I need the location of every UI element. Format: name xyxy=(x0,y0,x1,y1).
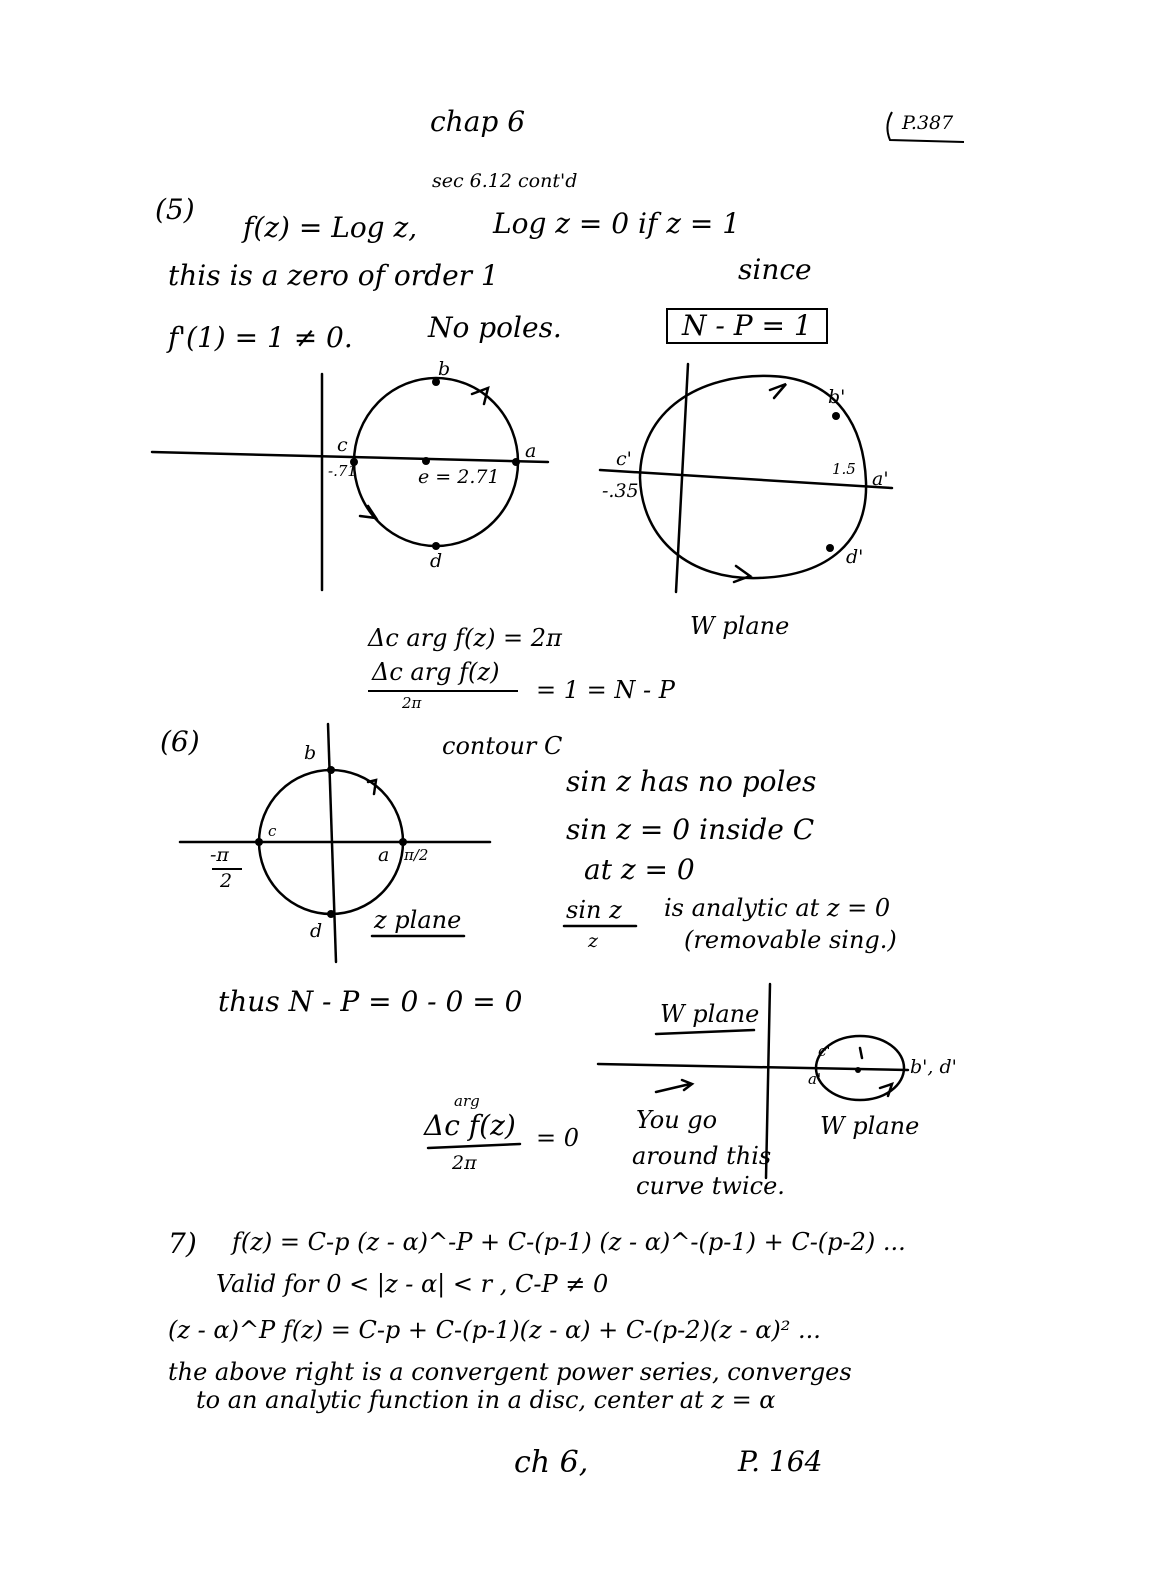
chapter-title: chap 6 xyxy=(430,105,526,138)
part6-note-3: curve twice. xyxy=(636,1172,785,1200)
part7-label: 7) xyxy=(168,1227,197,1260)
part5-result-box: N - P = 1 xyxy=(666,308,828,344)
footer-page: P. 164 xyxy=(738,1445,823,1478)
w6-label-c: c' xyxy=(818,1042,831,1060)
z5-label-a: a xyxy=(525,440,537,462)
z6-plane-label: z plane xyxy=(374,906,462,934)
z6-point-d xyxy=(327,910,335,918)
part6-arg-small: arg xyxy=(454,1092,480,1110)
part5-derivative: f'(1) = 1 ≠ 0. xyxy=(168,321,353,354)
w6-real-axis xyxy=(598,1064,908,1070)
z6-point-a xyxy=(399,838,407,846)
part6-arg-den: 2π xyxy=(452,1152,477,1174)
w5-label-c: c' xyxy=(616,448,632,470)
part5-since: since xyxy=(738,253,812,286)
w5-label-a: a' xyxy=(872,468,889,490)
part6-analytic: is analytic at z = 0 xyxy=(664,894,891,922)
z5-label-c: c xyxy=(337,434,348,456)
footer-chapter: ch 6, xyxy=(514,1445,589,1480)
z5-label-c-value: -.71 xyxy=(328,462,357,480)
part6-note-1: You go xyxy=(636,1106,718,1134)
w5-label-d: d' xyxy=(846,546,864,568)
page-ref: P.387 xyxy=(902,112,954,134)
w6-plane-underline xyxy=(656,1030,754,1034)
w6-point-origin xyxy=(855,1067,861,1073)
z6-arrow xyxy=(368,780,376,794)
part5-condition: Log z = 0 if z = 1 xyxy=(493,207,741,240)
part6-contour-label: contour C xyxy=(442,732,563,760)
part5-no-poles: No poles. xyxy=(428,311,562,344)
w5-label-a-value: 1.5 xyxy=(832,460,856,478)
part7-analytic-disc: to an analytic function in a disc, center at z = α xyxy=(196,1386,776,1414)
part5-function: f(z) = Log z, xyxy=(243,211,418,244)
z5-label-b: b xyxy=(438,358,451,380)
w5-label-c-value: -.35 xyxy=(602,480,639,502)
z6-label-a: a xyxy=(378,844,390,866)
part7-validity: Valid for 0 < |z - α| < r , C-P ≠ 0 xyxy=(216,1270,609,1298)
z6-point-b xyxy=(327,766,335,774)
part6-sinz-frac-den: z xyxy=(588,930,599,952)
z6-label-pi-half: π/2 xyxy=(404,846,429,864)
part6-label: (6) xyxy=(160,725,200,758)
part5-w-plane: W plane xyxy=(690,612,790,640)
w5-label-b: b' xyxy=(828,386,846,408)
w6-tick xyxy=(860,1048,862,1058)
z6-label-c: c xyxy=(268,822,277,840)
part5-frac-num: Δc arg f(z) xyxy=(372,658,500,686)
z5-label-d: d xyxy=(430,550,443,572)
part6-removable: (removable sing.) xyxy=(684,926,897,954)
z5-label-center: e = 2.71 xyxy=(418,466,500,488)
part6-note-2: around this xyxy=(632,1142,772,1170)
z6-label-neg-pi: -π xyxy=(210,844,229,866)
part6-at-z0: at z = 0 xyxy=(584,853,695,886)
part6-arg-eq: = 0 xyxy=(536,1124,580,1152)
part6-arg-num: Δc f(z) xyxy=(424,1109,516,1142)
part6-arg-frac-bar xyxy=(428,1144,520,1148)
w6-label-bd: b', d' xyxy=(910,1056,957,1078)
part5-frac-result: = 1 = N - P xyxy=(536,676,675,704)
w6-direction-arrow xyxy=(656,1080,692,1092)
part5-frac-den: 2π xyxy=(402,694,422,712)
w6-plane-bottom-label: W plane xyxy=(820,1112,920,1140)
z6-point-c xyxy=(255,838,263,846)
part7-laurent-series: f(z) = C-p (z - α)^-P + C-(p-1) (z - α)^-(p-1) + C-(p-2) ... xyxy=(232,1228,906,1256)
z6-label-neg-pi-den: 2 xyxy=(220,870,233,892)
part5-zero-order: this is a zero of order 1 xyxy=(168,259,499,292)
part7-convergent: the above right is a convergent power series, converges xyxy=(168,1358,852,1386)
z6-label-d: d xyxy=(310,920,323,942)
w6-label-a: a' xyxy=(808,1070,822,1088)
part6-thus: thus N - P = 0 - 0 = 0 xyxy=(218,985,523,1018)
part6-sinz-zero: sin z = 0 inside C xyxy=(566,813,815,846)
part5-delta-arg: Δc arg f(z) = 2π xyxy=(368,624,562,652)
z6-label-b: b xyxy=(304,742,317,764)
section-label: sec 6.12 cont'd xyxy=(432,170,578,192)
part6-sinz-no-poles: sin z has no poles xyxy=(566,765,817,798)
w6-plane-top-label: W plane xyxy=(660,1000,760,1028)
part6-sinz-frac-num: sin z xyxy=(566,896,622,924)
part5-label: (5) xyxy=(155,193,195,226)
part7-multiplied: (z - α)^P f(z) = C-p + C-(p-1)(z - α) + C-(p-2)(z - α)² ... xyxy=(168,1316,821,1344)
